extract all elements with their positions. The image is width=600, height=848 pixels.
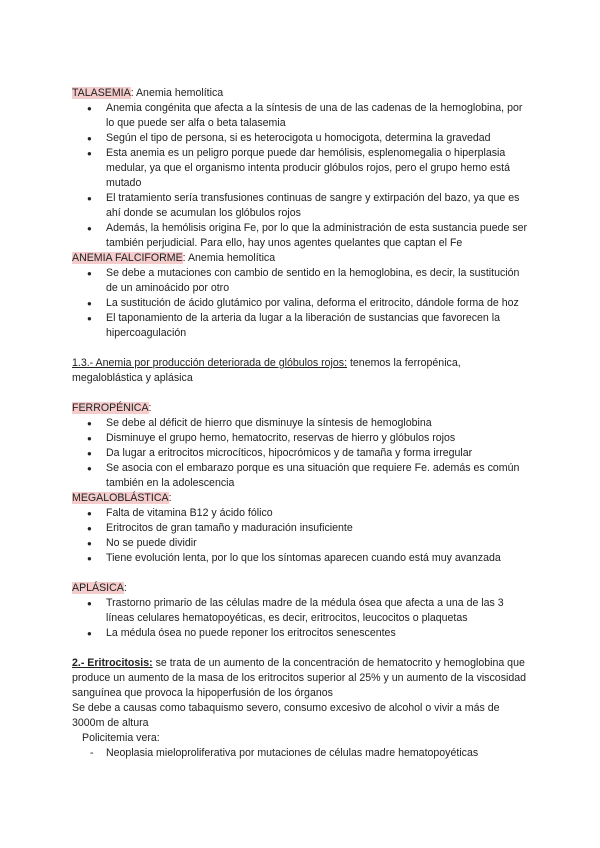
spacer <box>72 386 532 401</box>
list-item: ● Se debe a mutaciones con cambio de sentido en la hemoglobina, es decir, la sustitución de un aminoácido por otro <box>72 266 532 296</box>
megaloblastica-list <box>72 506 532 566</box>
list-item: ● Además, la hemólisis origina Fe, por lo que la administración de esta sustancia puede ser también perjudicial. Para ello, hay unos agentes quelantes que captan el Fe <box>72 221 532 251</box>
eritrocitosis-paragraph <box>72 656 532 701</box>
talasemia-title: TALASEMIA <box>72 87 131 99</box>
talasemia-heading <box>72 86 532 101</box>
ferropenica-title: FERROPÉNICA <box>72 402 149 414</box>
list-item: - Neoplasia mieloproliferativa por mutaciones de células madre hematopoyéticas <box>72 746 532 761</box>
list-item: ● El taponamiento de la arteria da lugar a la liberación de sustancias que favorecen la hipercoagulación <box>72 311 532 341</box>
spacer <box>72 341 532 356</box>
aplasica-list <box>72 596 532 641</box>
eritrocitosis-text: se trata de un aumento de la concentración de hematocrito y hemoglobina que produce un aumento de la masa de los eritrocitos superior al 25% y un aumento de la viscosidad sanguínea que provoca la hipoperfusión de los órganos <box>72 657 527 699</box>
spacer <box>72 566 532 581</box>
megaloblastica-title: MEGALOBLÁSTICA <box>72 492 169 504</box>
document-body <box>72 86 532 761</box>
falciforme-list <box>72 266 532 341</box>
list-item: ● Eritrocitos de gran tamaño y maduración insuficiente <box>72 521 532 536</box>
list-item: ● La sustitución de ácido glutámico por valina, deforma el eritrocito, dándole forma de hoz <box>72 296 532 311</box>
list-item: ● El tratamiento sería transfusiones continuas de sangre y extirpación del bazo, ya que es ahí donde se acumulan los glóbulos rojos <box>72 191 532 221</box>
talasemia-list <box>72 101 532 251</box>
aplasica-subtitle: : <box>123 582 127 594</box>
spacer <box>72 641 532 656</box>
ferropenica-subtitle: : <box>148 402 152 414</box>
aplasica-heading <box>72 581 532 596</box>
policitemia-heading: Policitemia vera: <box>82 732 160 744</box>
list-item: ● Tiene evolución lenta, por lo que los síntomas aparecen cuando está muy avanzada <box>72 551 532 566</box>
section-1-3-paragraph <box>72 356 532 386</box>
list-item: ● Trastorno primario de las células madre de la médula ósea que afecta a una de las 3 líneas celulares hematopoyéticas, es decir, eritrocitos, leucocitos o plaquetas <box>72 596 532 626</box>
list-item: ● Esta anemia es un peligro porque puede dar hemólisis, esplenomegalia o hiperplasia medular, ya que el organismo intenta producir glóbulos rojos, pero el grupo hemo está mutado <box>72 146 532 191</box>
list-item: ● No se puede dividir <box>72 536 532 551</box>
list-item: ● Falta de vitamina B12 y ácido fólico <box>72 506 532 521</box>
policitemia-list <box>72 746 532 761</box>
list-item: ● La médula ósea no puede reponer los eritrocitos senescentes <box>72 626 532 641</box>
list-item: ● Da lugar a eritrocitos microcíticos, hipocrómicos y de tamaña y forma irregular <box>72 446 532 461</box>
section-1-3-heading: 1.3.- Anemia por producción deteriorada de glóbulos rojos: <box>72 357 348 369</box>
falciforme-subtitle: : Anemia hemolítica <box>182 252 276 264</box>
list-item: ● Se asocia con el embarazo porque es una situación que requiere Fe. además es común también en la adolescencia <box>72 461 532 491</box>
ferropenica-heading <box>72 401 532 416</box>
list-item: ● Disminuye el grupo hemo, hematocrito, reservas de hierro y glóbulos rojos <box>72 431 532 446</box>
list-item: ● Se debe al déficit de hierro que disminuye la síntesis de hemoglobina <box>72 416 532 431</box>
megaloblastica-subtitle: : <box>168 492 172 504</box>
eritrocitosis-heading: 2.- Eritrocitosis: <box>72 657 153 669</box>
list-item: ● Anemia congénita que afecta a la síntesis de una de las cadenas de la hemoglobina, por lo que puede ser alfa o beta talasemia <box>72 101 532 131</box>
falciforme-title: ANEMIA FALCIFORME <box>72 252 183 264</box>
list-item: ● Según el tipo de persona, si es heterocigota u homocigota, determina la gravedad <box>72 131 532 146</box>
section-1-3-text: tenemos la ferropénica, megaloblástica y aplásica <box>72 357 461 384</box>
aplasica-title: APLÁSICA <box>72 582 124 594</box>
falciforme-heading <box>72 251 532 266</box>
eritrocitosis-causes: Se debe a causas como tabaquismo severo, consumo excesivo de alcohol o vivir a más de 3000m de altura <box>72 702 500 729</box>
ferropenica-list <box>72 416 532 491</box>
megaloblastica-heading <box>72 491 532 506</box>
talasemia-subtitle: : Anemia hemolítica <box>130 87 224 99</box>
